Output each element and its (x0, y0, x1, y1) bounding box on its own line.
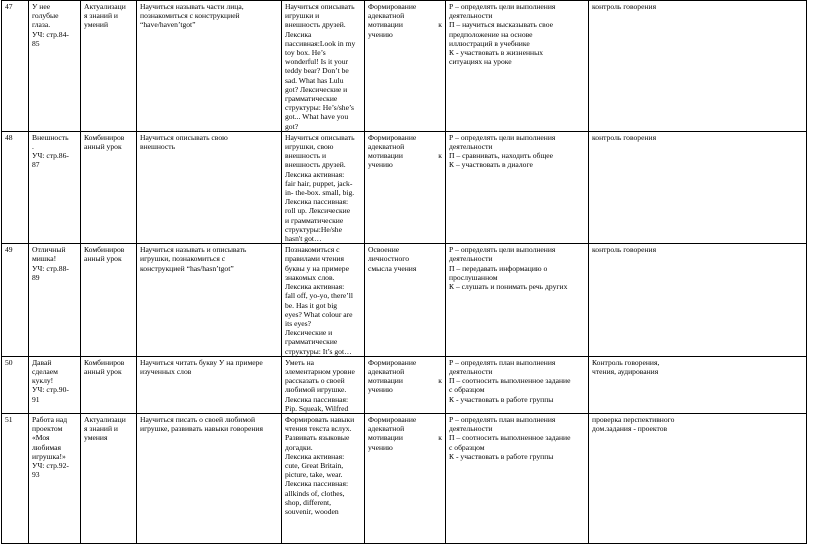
uud-cell (446, 131, 589, 243)
cell-line: hasn't got… (285, 234, 322, 244)
cell-line: с образцом (449, 442, 485, 452)
cell-line: got... What have you (285, 112, 349, 122)
lesson-type-cell (81, 356, 137, 413)
cell-text: 51 (5, 414, 13, 424)
lesson-number-cell (2, 131, 29, 243)
lesson-number-cell (2, 356, 29, 413)
cell-line: прослушанном (449, 272, 498, 282)
cell-line: учению (368, 160, 393, 170)
cell-line: П – научиться высказывать свое (449, 20, 553, 30)
lesson-number-cell (2, 413, 29, 543)
cell-line: адекватной (368, 142, 405, 152)
cell-line: «Моя (32, 433, 50, 443)
cell-line: контроль говорения (592, 245, 657, 255)
cell-line: Лексика активная: (285, 451, 345, 461)
cell-line: личностного (368, 254, 409, 264)
cell-line: игрушка!» (32, 451, 66, 461)
lesson-title-cell (29, 356, 81, 413)
cell-line: Р – определять цели выполнения (449, 2, 556, 11)
personal-results-cell (365, 131, 446, 243)
cell-text: 48 (5, 132, 13, 142)
cell-line: УЧ: стр.92- (32, 460, 69, 470)
cell-line: Актуализаци (84, 414, 126, 424)
lesson-content-cell (282, 1, 365, 132)
lesson-goal-cell (137, 244, 282, 356)
control-cell (589, 413, 807, 543)
cell-line: дом.задания - проектов (592, 424, 668, 434)
lesson-type-cell (81, 413, 137, 543)
lesson-goal-cell (137, 356, 282, 413)
cell-line: Внешность (32, 132, 69, 142)
cell-line: игрушки, познакомиться с (140, 254, 226, 264)
personal-results-cell (365, 356, 446, 413)
cell-line: деятельности (449, 11, 493, 21)
cell-line: Лексика активная: (285, 169, 345, 179)
cell-line: буквы у на примере (285, 263, 349, 273)
cell-line: мотивации (368, 151, 403, 161)
cell-line: Научиться называть и описывать (140, 245, 247, 255)
cell-line: Научиться читать букву У на примере (140, 357, 263, 367)
lesson-plan-table (1, 0, 807, 544)
cell-line: учению (368, 29, 393, 39)
cell-line: грамматические (285, 337, 338, 347)
cell-line (368, 151, 442, 160)
cell-line: куклу! (32, 376, 54, 386)
cell-line: Научиться называть части лица, (140, 2, 244, 11)
cell-line: мотивации (368, 20, 403, 30)
cell-line: Лексика пассивная: (285, 394, 349, 404)
cell-line: грамматические (285, 94, 338, 104)
lesson-title-cell (29, 1, 81, 132)
personal-results-cell (365, 1, 446, 132)
cell-line: eyes? What colour are (285, 309, 353, 319)
table-body (2, 1, 807, 544)
cell-line: allkinds of, clothes, (285, 488, 345, 498)
cell-line: Контроль говорения, (592, 357, 660, 367)
lesson-content-cell (282, 413, 365, 543)
cell-line: деятельности (449, 142, 493, 152)
cell-line: мишка! (32, 254, 57, 264)
lesson-goal-cell (137, 1, 282, 132)
cell-line: проектом (32, 424, 63, 434)
cell-line: любимая (32, 442, 62, 452)
cell-line: внешность друзей. (285, 20, 346, 30)
cell-line: Р – определять план выполнения (449, 414, 556, 424)
table-row (2, 356, 807, 413)
cell-line: got? Лексические и (285, 84, 348, 94)
cell-line: анный урок (84, 366, 122, 376)
cell-line: элементарном уровне (285, 366, 355, 376)
cell-line: fall off, yo-yo, there’ll (285, 291, 353, 301)
cell-line: чтения текста вслух. (285, 424, 352, 434)
cell-line: 87 (32, 160, 40, 170)
control-cell (589, 131, 807, 243)
cell-line: адекватной (368, 366, 405, 376)
cell-line: к (438, 376, 442, 386)
lesson-type-cell (81, 131, 137, 243)
cell-line: голубые (32, 11, 59, 21)
cell-line: игрушки, свою (285, 142, 334, 152)
lesson-type-cell (81, 1, 137, 132)
cell-line: умений (84, 20, 109, 30)
cell-line: П – соотносить выполненное задание (449, 433, 571, 443)
cell-line: 91 (32, 394, 40, 404)
cell-line: 93 (32, 470, 40, 480)
cell-line: teddy bear? Don’t be (285, 66, 349, 76)
cell-line: внешность (140, 142, 176, 152)
cell-line: Актуализаци (84, 2, 126, 11)
lesson-content-cell (282, 356, 365, 413)
cell-line: Комбиниров (84, 132, 125, 142)
cell-line: Формирование (368, 2, 417, 11)
lesson-title-cell (29, 131, 81, 243)
table-row (2, 413, 807, 543)
cell-line: П – сравнивать, находить общее (449, 151, 553, 161)
cell-line: toy box. He’s (285, 48, 326, 58)
cell-line: Лексические и (285, 328, 333, 338)
cell-line: . (32, 142, 34, 152)
table-row (2, 244, 807, 356)
cell-line: правилами чтения (285, 254, 344, 264)
cell-line: У нее (32, 2, 51, 11)
cell-line: деятельности (449, 254, 493, 264)
cell-line: сделаем (32, 366, 58, 376)
cell-line: Уметь на (285, 357, 314, 367)
cell-line: Формирование (368, 132, 417, 142)
cell-line: ситуациях на уроке (449, 57, 512, 67)
cell-line: К - участвовать в жизненных (449, 48, 543, 58)
uud-cell (446, 1, 589, 132)
cell-line: мотивации (368, 376, 403, 386)
cell-line: структуры: He’s/she’s (285, 103, 355, 113)
uud-cell (446, 356, 589, 413)
table-row (2, 1, 807, 132)
cell-line: рассказать о своей (285, 376, 345, 386)
cell-line: анный урок (84, 254, 122, 264)
lesson-content-cell (282, 131, 365, 243)
cell-line: Научиться описывать (285, 2, 355, 11)
personal-results-cell (365, 244, 446, 356)
cell-line: УЧ: стр.88- (32, 263, 69, 273)
lesson-content-cell (282, 244, 365, 356)
cell-line: знакомых слов. (285, 272, 335, 282)
cell-line: анный урок (84, 142, 122, 152)
cell-text: 50 (5, 357, 13, 367)
cell-line: иллюстраций в учебнике (449, 38, 530, 48)
control-cell (589, 244, 807, 356)
cell-line: и грамматические (285, 215, 344, 225)
cell-line: Научиться писать о своей любимой (140, 414, 256, 424)
cell-line: игрушке, развивать навыки говорения (140, 424, 263, 434)
cell-line: с образцом (449, 385, 485, 395)
control-cell (589, 1, 807, 132)
cell-line: контроль говорения (592, 132, 657, 142)
cell-line: К - участвовать в работе группы (449, 451, 554, 461)
cell-line: Давай (32, 357, 52, 367)
cell-line: мотивации (368, 433, 403, 443)
cell-line: учению (368, 442, 393, 452)
cell-line: Р – определять план выполнения (449, 357, 556, 367)
cell-line: УЧ: стр.86- (32, 151, 69, 161)
cell-line: roll up. Лексические (285, 206, 351, 216)
lesson-goal-cell (137, 131, 282, 243)
cell-line: Лексика (285, 29, 312, 39)
cell-line: in- the-box. small, big. (285, 188, 355, 198)
cell-line: fair hair, puppet, jack- (285, 178, 353, 188)
cell-line: Отличный (32, 245, 66, 255)
personal-results-cell (365, 413, 446, 543)
lesson-number-cell (2, 244, 29, 356)
cell-text: 49 (5, 245, 13, 255)
cell-line: Лексика пассивная: (285, 479, 349, 489)
cell-line: 89 (32, 272, 40, 282)
cell-line: Научиться описывать (285, 132, 355, 142)
lesson-type-cell (81, 244, 137, 356)
cell-line: Освоение (368, 245, 400, 255)
cell-line: к (438, 151, 442, 161)
cell-line: деятельности (449, 424, 493, 434)
cell-line: Лексика пассивная: (285, 197, 349, 207)
lesson-title-cell (29, 413, 81, 543)
cell-line: wonderful! Is it your (285, 57, 349, 67)
cell-line: глаза. (32, 20, 51, 30)
cell-line: чтения, аудирования (592, 366, 659, 376)
cell-line: Работа над (32, 414, 68, 424)
cell-line: адекватной (368, 11, 405, 21)
cell-line: Формирование (368, 357, 417, 367)
cell-line: внешность друзей. (285, 160, 346, 170)
cell-line: смысла учения (368, 263, 417, 273)
cell-line: я знаний и (84, 11, 118, 21)
cell-line: souvenir, wooden (285, 506, 339, 516)
cell-line: Научиться описывать свою (140, 132, 228, 142)
cell-line: познакомиться с конструкцией (140, 11, 240, 21)
cell-line: sad. What has Lulu (285, 75, 344, 85)
cell-line: предположение на основе (449, 29, 533, 39)
cell-line: picture, take, wear. (285, 470, 343, 480)
cell-line: 85 (32, 38, 40, 48)
cell-line: П – передавать информацию о (449, 263, 548, 273)
cell-line (368, 20, 442, 29)
cell-line: “have/haven’tgot” (140, 20, 196, 30)
cell-line: к (438, 433, 442, 443)
cell-line: Р – определять цели выполнения (449, 132, 556, 142)
cell-line: структуры:He/she (285, 224, 342, 234)
cell-line: к (438, 20, 442, 30)
cell-line: Р – определять цели выполнения (449, 245, 556, 255)
cell-text: 47 (5, 2, 13, 11)
cell-line: я знаний и (84, 424, 118, 434)
cell-line: деятельности (449, 366, 493, 376)
cell-line: конструкцией “has/hasn’tgot” (140, 263, 234, 273)
lesson-goal-cell (137, 413, 282, 543)
cell-line (368, 376, 442, 385)
uud-cell (446, 413, 589, 543)
cell-line: любимой игрушке. (285, 385, 347, 395)
control-cell (589, 356, 807, 413)
cell-line: Pip. Squeak, Wilfred (285, 403, 349, 413)
cell-line: its eyes? (285, 318, 311, 328)
cell-line: Лексика активная: (285, 282, 345, 292)
cell-line: К – слушать и понимать речь других (449, 282, 568, 292)
lesson-number-cell (2, 1, 29, 132)
cell-line: Формирование (368, 414, 417, 424)
uud-cell (446, 244, 589, 356)
cell-line: догадки. (285, 442, 313, 452)
cell-line: got? (285, 121, 299, 131)
cell-line: Развивать языковые (285, 433, 350, 443)
cell-line: адекватной (368, 424, 405, 434)
cell-line: контроль говорения (592, 2, 657, 11)
cell-line: shop, different, (285, 497, 332, 507)
table-row (2, 131, 807, 243)
cell-line: учению (368, 385, 393, 395)
lesson-title-cell (29, 244, 81, 356)
cell-line: УЧ: стр.90- (32, 385, 69, 395)
cell-line (368, 433, 442, 442)
cell-line: проверка перспективного (592, 414, 675, 424)
cell-line: Формировать навыки (285, 414, 355, 424)
cell-line: изученных слов (140, 366, 192, 376)
cell-line: Комбиниров (84, 245, 125, 255)
cell-line: пассивная:Look in my (285, 38, 356, 48)
cell-line: структуры: It’s got… (285, 346, 352, 356)
cell-line: П – соотносить выполненное задание (449, 376, 571, 386)
cell-line: К – участвовать в диалоге (449, 160, 533, 170)
cell-line: внешность и (285, 151, 327, 161)
cell-line: Познакомиться с (285, 245, 340, 255)
cell-line: Комбиниров (84, 357, 125, 367)
cell-line: cute, Great Britain, (285, 460, 344, 470)
cell-line: УЧ: стр.84- (32, 29, 69, 39)
cell-line: К - участвовать в работе группы (449, 394, 554, 404)
cell-line: игрушки и (285, 11, 320, 21)
cell-line: be. Has it got big (285, 300, 338, 310)
cell-line: умения (84, 433, 108, 443)
